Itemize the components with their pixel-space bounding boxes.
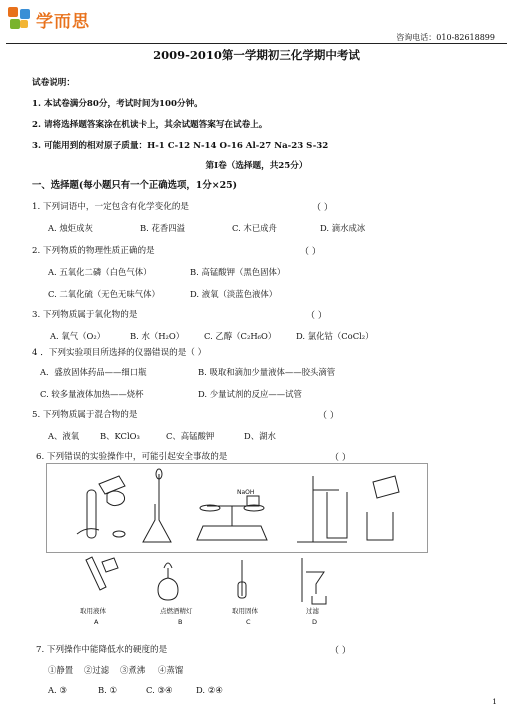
question-7-answer-blank: （ ） <box>330 646 351 656</box>
question-4-option-d: D. 少量试剂的反应——试管 <box>198 389 302 399</box>
question-2-answer-blank: （ ） <box>300 247 321 257</box>
question-4-option-c: C. 较多量液体加热——烧杯 <box>40 389 144 399</box>
question-3-option-b: B. 水（H₂O） <box>130 331 185 341</box>
phone-number: 咨询电话：010-82618899 <box>396 33 495 42</box>
logo-text: 学而思 <box>36 11 90 32</box>
question-3-option-d: D. 氯化钴（CoCl₂） <box>296 331 374 341</box>
question-2-option-c: C. 二氧化硫（无色无味气体） <box>48 289 160 299</box>
question-2-stem: 2. 下列物质的物理性质正确的是 <box>32 246 155 256</box>
question-2-option-b: B. 高锰酸钾（黑色固体） <box>190 267 286 277</box>
question-3-answer-blank: （ ） <box>306 311 327 321</box>
question-6-answer-blank: （ ） <box>330 453 351 463</box>
instruction-3: 3. 可能用到的相对原子质量：H-1 C-12 N-14 O-16 Al-27 Na-23 S-32 <box>32 141 329 151</box>
question-7-option-a: A. ③ <box>48 685 67 695</box>
question-1-answer-blank: （ ） <box>312 203 333 213</box>
exam-title: 2009-2010第一学期初三化学期中考试 <box>153 48 360 62</box>
letter-d: D <box>312 618 318 626</box>
question-5-option-d: D、湖水 <box>244 431 276 441</box>
question-2-option-a: A. 五氧化二磷（白色气体） <box>48 267 152 277</box>
part-title: 一、选择题(每小题只有一个正确选项，1分×25) <box>32 180 238 191</box>
beaker-icon <box>373 476 399 498</box>
question-4-option-b: B. 吸取和滴加少量液体——胶头滴管 <box>198 367 336 377</box>
question-5-option-c: C、高锰酸钾 <box>166 431 215 441</box>
question-5-stem: 5. 下列物质属于混合物的是 <box>32 410 138 420</box>
question-7-stem: 7. 下列操作中能降低水的硬度的是 <box>36 645 168 655</box>
lab-operations-drawing <box>66 552 366 608</box>
caption-d: 过滤 <box>306 607 319 615</box>
header-divider <box>6 43 507 44</box>
question-3-stem: 3. 下列物质属于氧化物的是 <box>32 310 138 320</box>
letter-a: A <box>94 618 99 626</box>
question-6-stem: 6. 下列错误的实验操作中，可能引起安全事故的是 <box>36 452 228 462</box>
lab-apparatus-figure-top <box>46 463 428 553</box>
question-7-choice-2: ②过滤 <box>84 665 110 675</box>
instruction-1: 1. 本试卷满分80分，考试时间为100分钟。 <box>32 99 203 109</box>
test-tube-icon <box>87 490 96 538</box>
question-7-option-d: D. ②④ <box>196 685 223 695</box>
lab-apparatus-figure-bottom <box>66 552 366 630</box>
question-3-option-c: C. 乙醇（C₂H₆O） <box>204 331 277 341</box>
question-4-option-a: A．盛放固体药品——细口瓶 <box>40 367 147 377</box>
conical-flask-icon <box>143 504 171 542</box>
caption-c: 取用固体 <box>232 607 258 615</box>
question-5-option-a: A、液氧 <box>48 431 80 441</box>
question-1-option-b: B. 花香四溢 <box>140 223 185 233</box>
question-7-option-c: C. ③④ <box>146 685 173 695</box>
page-number: 1 <box>492 697 497 706</box>
question-2-option-d: D. 液氧（淡蓝色液体） <box>190 289 278 299</box>
question-7-choice-1: ①静置 <box>48 665 74 675</box>
question-1-stem: 1. 下列词语中，一定包含有化学变化的是 <box>32 202 190 212</box>
question-1-option-d: D. 滴水成冰 <box>320 223 366 233</box>
balance-icon <box>197 526 267 540</box>
instructions-heading: 试卷说明： <box>32 78 75 88</box>
question-7-choice-3: ③煮沸 <box>120 665 146 675</box>
naoh-label: NaOH <box>237 489 255 496</box>
alcohol-lamp-icon <box>158 578 178 600</box>
section-title: 第Ⅰ卷（选择题，共25分） <box>205 161 308 171</box>
question-5-answer-blank: （ ） <box>318 411 339 421</box>
question-4-stem: 4 ．下列实验项目所选择的仪器错误的是（ ） <box>32 348 207 358</box>
instruction-2: 2. 请将选择题答案涂在机读卡上，其余试题答案写在试卷上。 <box>32 120 268 130</box>
question-3-option-a: A. 氧气（O₂） <box>50 331 106 341</box>
logo-mark-icon <box>8 7 32 31</box>
lab-apparatus-drawing <box>47 464 427 552</box>
letter-c: C <box>246 618 251 626</box>
letter-b: B <box>178 618 183 626</box>
question-7-option-b: B. ① <box>98 685 117 695</box>
question-1-option-a: A. 烛炬成灰 <box>48 223 93 233</box>
brand-logo <box>8 6 90 32</box>
question-5-option-b: B、KClO₃ <box>100 431 140 441</box>
caption-a: 取用液体 <box>80 607 106 615</box>
caption-b: 点燃酒精灯 <box>160 607 193 615</box>
question-7-choice-4: ④蒸馏 <box>158 665 184 675</box>
question-1-option-c: C. 木已成舟 <box>232 223 277 233</box>
